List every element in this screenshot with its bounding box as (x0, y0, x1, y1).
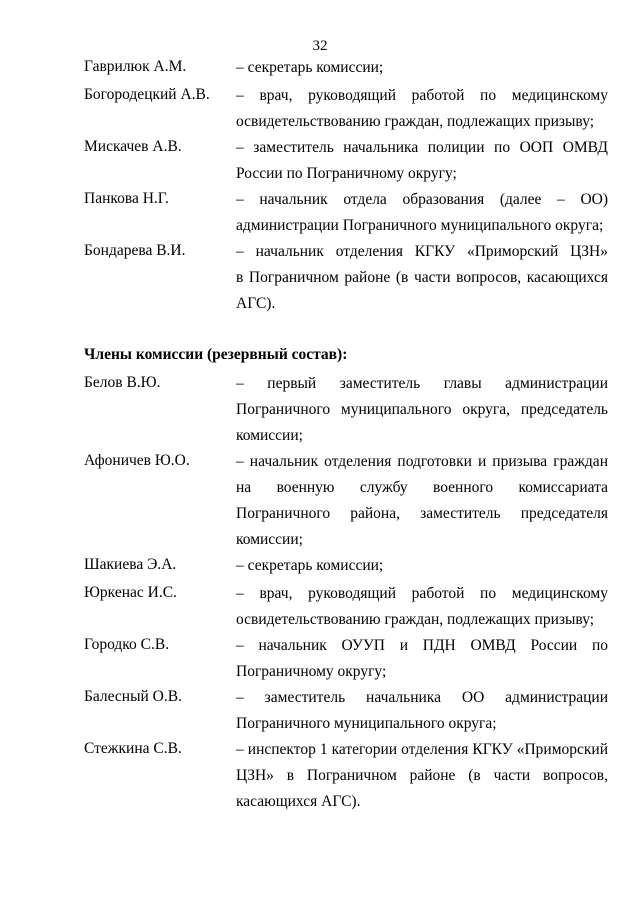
role-line: на военную службу военного комиссариата (236, 479, 608, 496)
member-name: Панкова Н.Г. (84, 190, 169, 207)
member-role (236, 556, 608, 582)
role-line: – заместитель начальника полиции по ООП ОМВД (236, 139, 608, 156)
role-line: – инспектор 1 категории отделения КГКУ «Приморский (236, 741, 608, 758)
member-role (236, 374, 608, 452)
role-line: в Пограничном районе (в части вопросов, касающихся (236, 269, 608, 286)
role-line: – начальник отделения подготовки и призыва граждан (236, 453, 608, 470)
member-name: Стежкина С.В. (84, 740, 182, 757)
page-number: 32 (312, 38, 328, 54)
role-line: – начальник ОУУП и ПДН ОМВД России по (236, 637, 608, 654)
member-name: Гаврилюк А.М. (84, 58, 187, 75)
role-line: Пограничного района, заместитель председателя (236, 505, 608, 522)
role-line: АГС). (236, 295, 276, 312)
member-name: Шакиева Э.А. (84, 556, 177, 573)
member-name: Балесный О.В. (84, 688, 182, 705)
role-line: освидетельствованию граждан, подлежащих призыву; (236, 113, 595, 130)
role-line: освидетельствованию граждан, подлежащих призыву; (236, 611, 595, 628)
member-role (236, 242, 608, 320)
member-name: Афоничев Ю.О. (84, 452, 190, 469)
role-line: – первый заместитель главы администрации (236, 375, 608, 392)
role-line: Пограничному округу; (236, 663, 387, 680)
member-role (236, 740, 608, 818)
member-role (236, 86, 608, 138)
member-role (236, 190, 608, 242)
reserve-heading: Члены комиссии (резервный состав): (84, 346, 348, 363)
member-name: Белов В.Ю. (84, 374, 161, 391)
member-role (236, 452, 608, 556)
role-line: России по Пограничному округу; (236, 165, 457, 182)
role-line: – начальник отделения КГКУ «Приморский ЦЗН» (236, 243, 608, 260)
role-line: – секретарь комиссии; (236, 59, 384, 76)
member-role (236, 58, 608, 84)
member-name: Богородецкий А.В. (84, 86, 210, 103)
member-name: Бондарева В.И. (84, 242, 186, 259)
role-line: – заместитель начальника ОО администрации (236, 689, 608, 706)
role-line: комиссии; (236, 531, 303, 548)
member-role (236, 138, 608, 190)
member-role (236, 688, 608, 740)
role-line: администрации Пограничного муниципального округа; (236, 217, 604, 234)
role-line: – начальник отдела образования (далее – ОО) (236, 191, 608, 208)
role-line: ЦЗН» в Пограничном районе (в части вопросов, (236, 767, 608, 784)
role-line: – секретарь комиссии; (236, 557, 384, 574)
role-line: Пограничного муниципального округа; (236, 715, 497, 732)
member-name: Мискачев А.В. (84, 138, 182, 155)
role-line: – врач, руководящий работой по медицинскому (236, 87, 608, 104)
role-line: Пограничного муниципального округа, председатель (236, 401, 608, 418)
role-line: – врач, руководящий работой по медицинскому (236, 585, 608, 602)
member-name: Городко С.В. (84, 636, 170, 653)
role-line: комиссии; (236, 427, 303, 444)
member-role (236, 636, 608, 688)
role-line: касающихся АГС). (236, 793, 361, 810)
member-role (236, 584, 608, 636)
member-name: Юркенас И.С. (84, 584, 177, 601)
